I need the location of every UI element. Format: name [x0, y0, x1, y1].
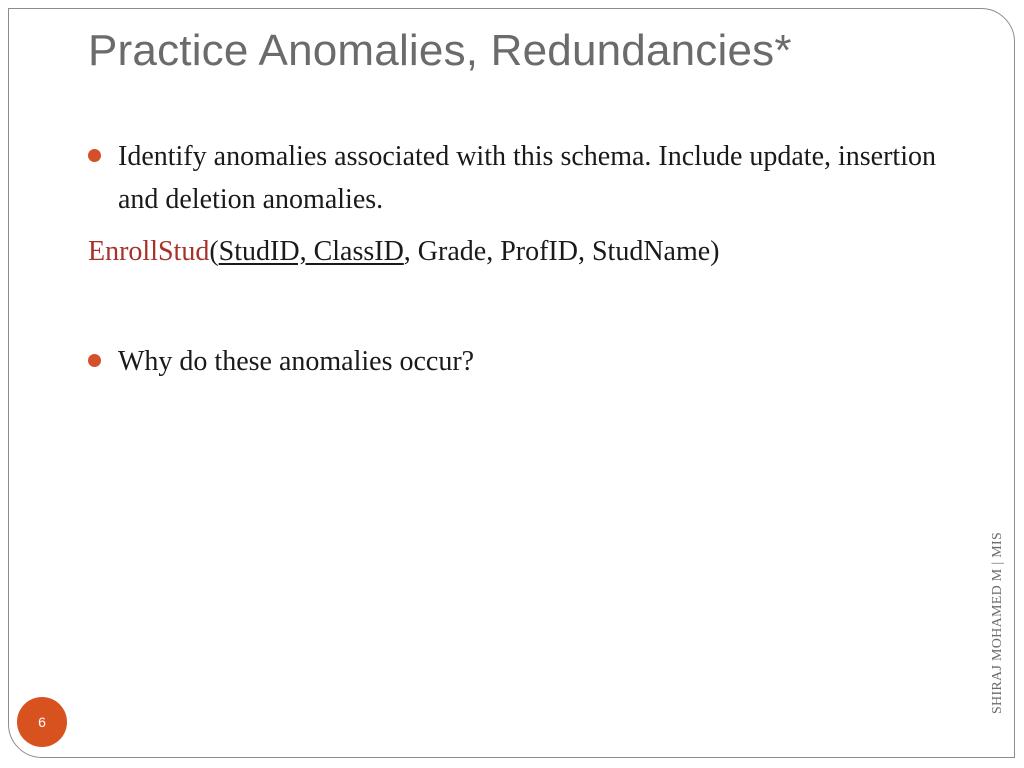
footer-author — [985, 510, 1011, 735]
schema-open-paren: ( — [209, 236, 219, 267]
bullet-dot-icon — [88, 149, 101, 162]
bullet-dot-icon — [88, 354, 101, 367]
page-number: 6 — [38, 714, 46, 730]
footer-author-text: SHIRAJ MOHAMED M | MIS — [990, 531, 1005, 714]
bullet-text: Why do these anomalies occur? — [118, 346, 475, 377]
bullet-item — [88, 340, 968, 383]
slide-border — [8, 8, 1015, 758]
schema-attributes: , Grade, ProfID, StudName) — [403, 236, 720, 267]
slide-title: Practice Anomalies, Redundancies* — [88, 26, 792, 75]
bullet-item — [88, 135, 968, 221]
page-number-badge — [17, 697, 67, 747]
bullet-text: Identify anomalies associated with this schema. Include update, insertion and deletion anomalies. — [118, 141, 936, 215]
schema-primary-key: StudID, ClassID — [218, 236, 404, 267]
schema-definition — [88, 230, 720, 273]
schema-relation-name: EnrollStud — [88, 236, 210, 267]
